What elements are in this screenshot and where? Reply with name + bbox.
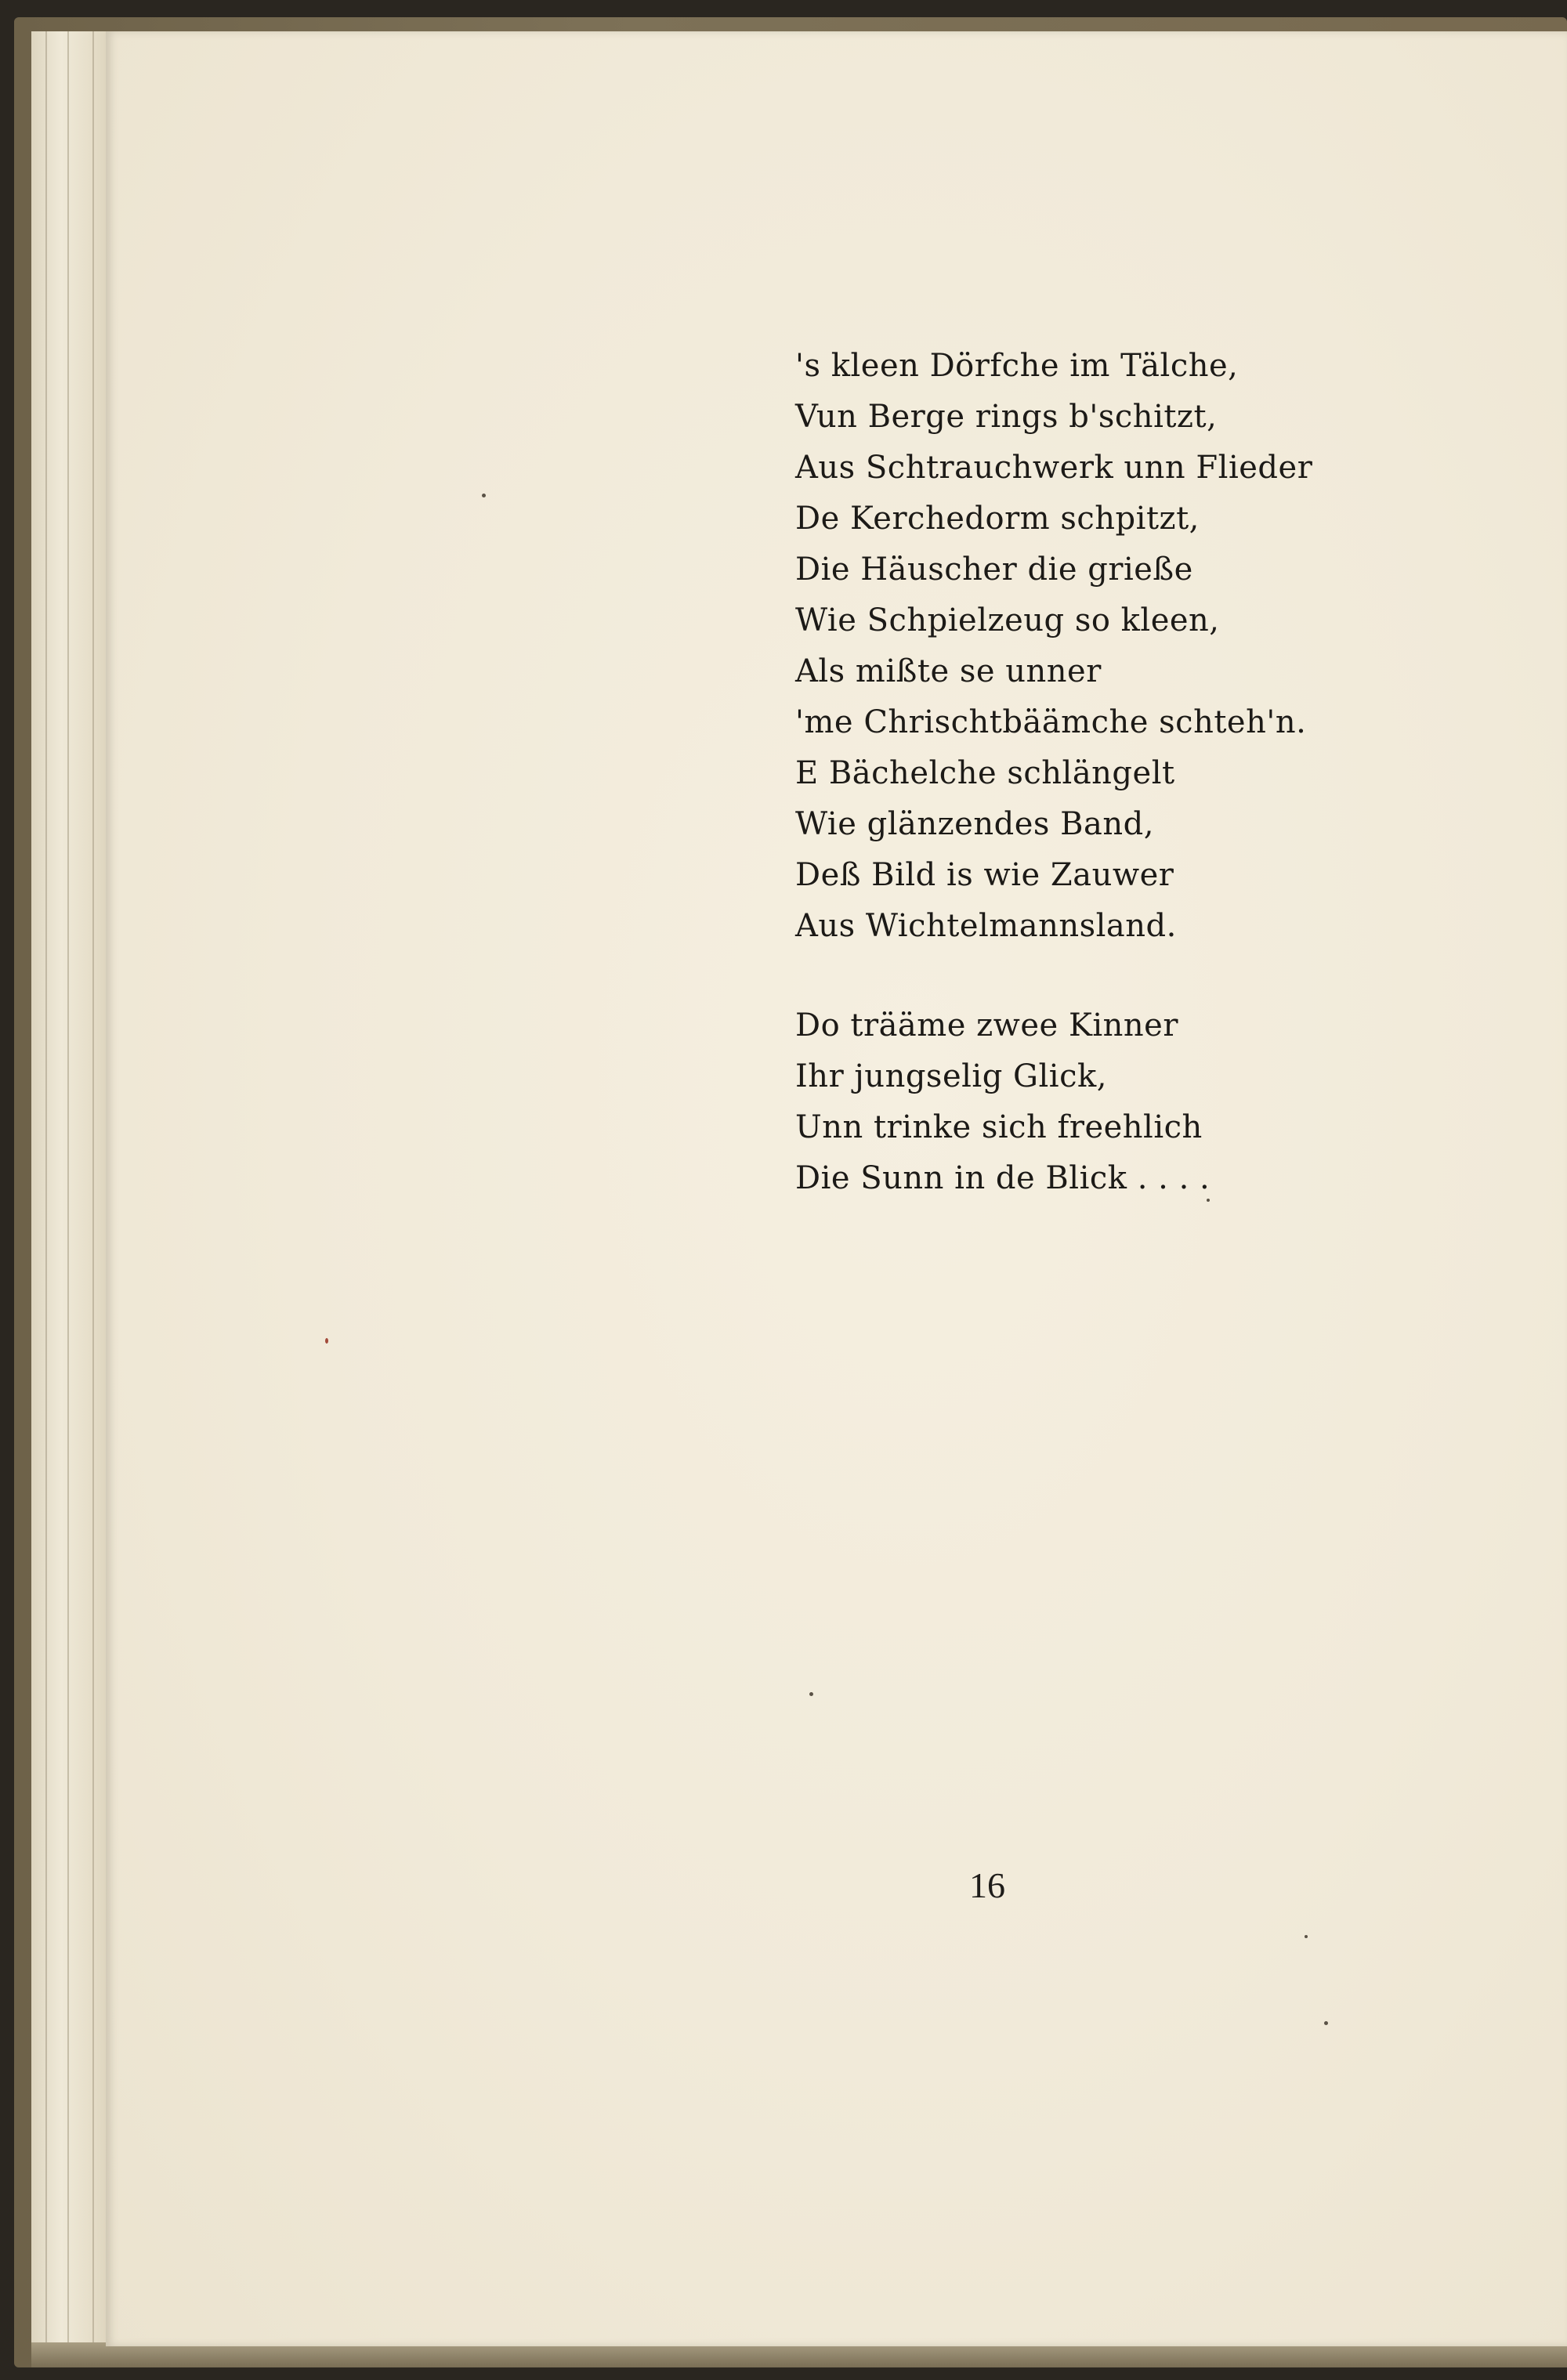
- paper-speck: [325, 1338, 328, 1344]
- verse-line: Deß Bild is wie Zauwer: [795, 857, 1174, 893]
- verse-line: Vun Berge rings b'schitzt,: [795, 399, 1218, 435]
- verse-line: Ihr jungselig Glick,: [795, 1058, 1107, 1094]
- verse-line: Aus Schtrauchwerk unn Flieder: [795, 450, 1313, 486]
- verse-line: De Kerchedorm schpitzt,: [795, 501, 1200, 537]
- page-block-edge: [31, 31, 118, 2346]
- verse-line: Do trääme zwee Kinner: [795, 1007, 1178, 1044]
- paper-speck: [482, 494, 486, 497]
- verse-line: Wie Schpielzeug so kleen,: [795, 602, 1220, 638]
- stanza-1: [795, 341, 1391, 952]
- verse-line: 's kleen Dörfche im Tälche,: [795, 348, 1239, 384]
- paper-speck: [1324, 2021, 1328, 2025]
- verse-line: Die Häuscher die grieße: [795, 552, 1193, 588]
- verse-line: Als mißte se unner: [795, 653, 1102, 689]
- poem-text: [795, 341, 1391, 1204]
- verse-line: Unn trinke sich freehlich: [795, 1109, 1203, 1145]
- verse-line: Wie glänzendes Band,: [795, 806, 1154, 842]
- stanza-2: [795, 1000, 1391, 1204]
- paper-speck: [809, 1692, 813, 1696]
- page-number: 16: [969, 1865, 1005, 1905]
- verse-line: Die Sunn in de Blick . . . .: [795, 1160, 1211, 1196]
- verse-line: 'me Chrischtbäämche schteh'n.: [795, 704, 1307, 740]
- paper-speck: [1305, 1935, 1308, 1938]
- verse-line: E Bächelche schlängelt: [795, 755, 1175, 791]
- verse-line: Aus Wichtelmannsland.: [795, 908, 1177, 944]
